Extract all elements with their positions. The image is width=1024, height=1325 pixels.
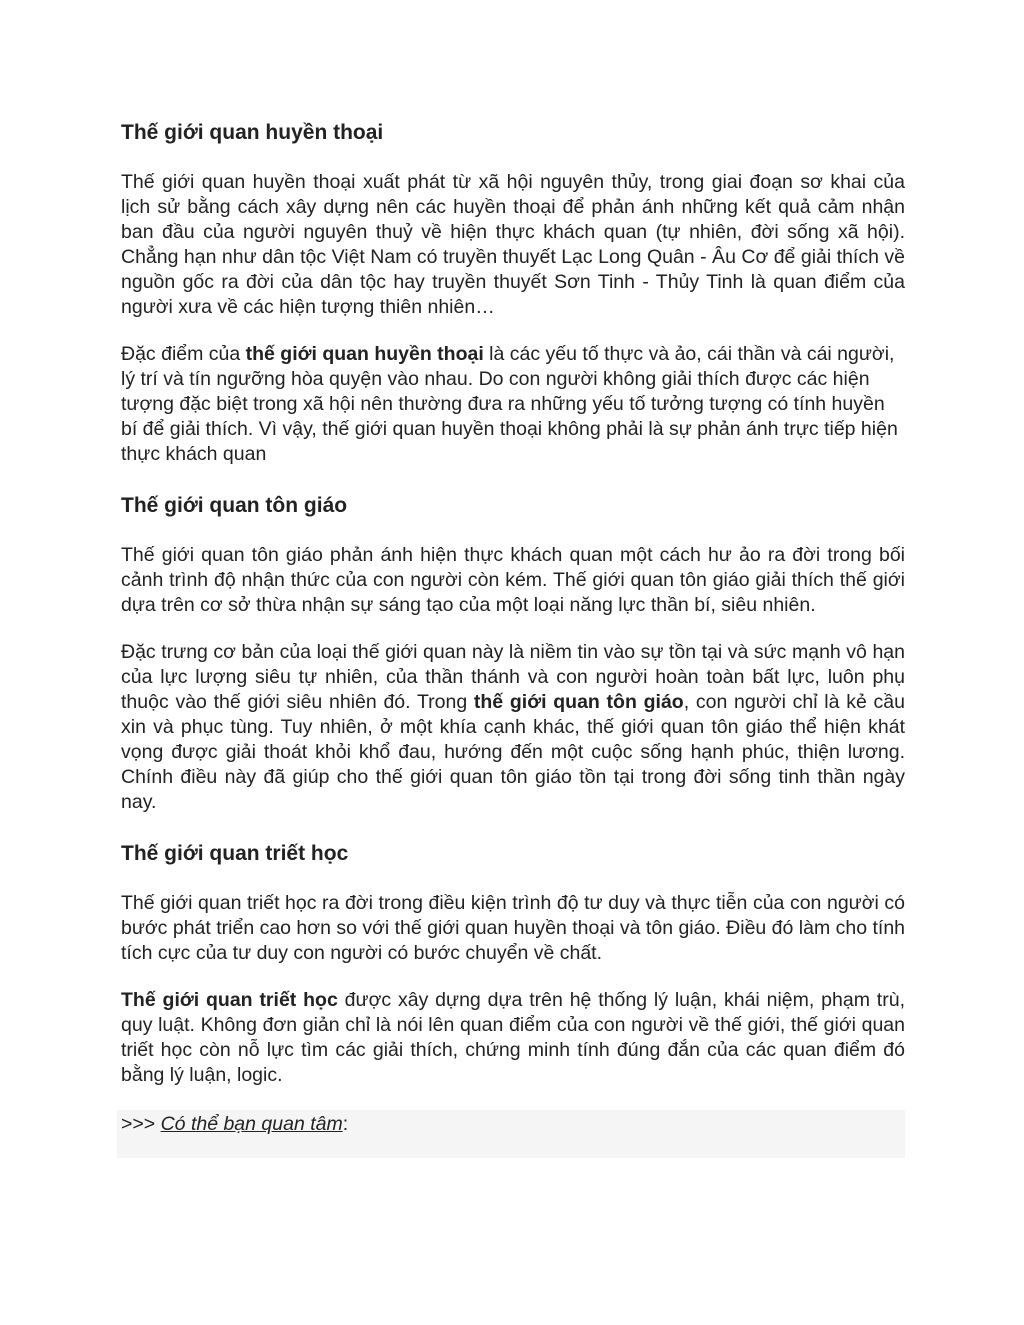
section-heading-triet-hoc: Thế giới quan triết học	[121, 842, 349, 865]
document-page	[121, 118, 905, 1158]
section-heading-huyen-thoai: Thế giới quan huyền thoại	[121, 121, 384, 144]
paragraph-ton-giao-intro: Thế giới quan tôn giáo phản ánh hiện thực khách quan một cách hư ảo ra đời trong bối cảnh trình độ nhận thức của con người còn kém. Thế giới quan tôn giáo giải thích thế giới dựa trên cơ sở thừa nhận sự sáng tạo của một loại năng lực thần bí, siêu nhiên.	[121, 544, 905, 616]
bold-term: thế giới quan tôn giáo	[473, 691, 684, 713]
related-prefix: >>>	[121, 1113, 161, 1135]
related-suffix: :	[342, 1113, 349, 1135]
text-run: Đặc trưng cơ bản của loại thế giới quan này là niềm tin vào sự tồn tại và sức mạnh vô hạn của lực lượng siêu tự nhiên, của thần thánh và con người hoàn toàn bất lực, luôn phụ thuộc vào thế giới siêu nhiên đó. Trong	[121, 641, 905, 713]
paragraph-huyen-thoai-intro: Thế giới quan huyền thoại xuất phát từ xã hội nguyên thủy, trong giai đoạn sơ khai của lịch sử bằng cách xây dựng nên các huyền thoại để phản ánh những kết quả cảm nhận ban đầu của người nguyên thuỷ về hiện thực khách quan (tự nhiên, đời sống xã hội). Chẳng hạn như dân tộc Việt Nam có truyền thuyết Lạc Long Quân - Âu Cơ để giải thích về nguồn gốc ra đời của dân tộc hay truyền thuyết Sơn Tinh - Thủy Tinh là quan điểm của người xưa về các hiện tượng thiên nhiên…	[121, 171, 905, 318]
paragraph-triet-hoc-features	[121, 988, 905, 1088]
text-run: là các yếu tố thực và ảo, cái thần và cái người, lý trí và tín ngưỡng hòa quyện vào nhau. Do con người không giải thích được các hiện tượng đặc biệt trong xã hội nên thường đưa ra những yếu tố tưởng tượng có tính huyền bí để giải thích. Vì vậy, thế giới quan huyền thoại không phải là sự phản ánh trực tiếp hiện thực khách quan	[121, 343, 898, 465]
paragraph-huyen-thoai-features	[121, 342, 905, 467]
paragraph-triet-hoc-intro: Thế giới quan triết học ra đời trong điều kiện trình độ tư duy và thực tiễn của con người có bước phát triển cao hơn so với thế giới quan huyền thoại và tôn giáo. Điều đó làm cho tính tích cực của tư duy con người có bước chuyển về chất.	[121, 892, 906, 964]
text-run: , con người chỉ là kẻ cầu xin và phục tùng. Tuy nhiên, ở một khía cạnh khác, thế giới quan tôn giáo thể hiện khát vọng được giải thoát khỏi khổ đau, hướng đến một cuộc sống hạnh phúc, thiện lương. Chính điều này đã giúp cho thế giới quan tôn giáo tồn tại trong đời sống tinh thần ngày nay.	[121, 691, 905, 813]
bold-term: Thế giới quan triết học	[121, 989, 338, 1011]
text-run: được xây dựng dựa trên hệ thống lý luận, khái niệm, phạm trù, quy luật. Không đơn giản chỉ là nói lên quan điểm của con người về thế giới, thế giới quan triết học còn nỗ lực tìm các giải thích, chứng minh tính đúng đắn của các quan điểm đó bằng lý luận, logic.	[121, 989, 905, 1086]
paragraph-ton-giao-features	[121, 640, 905, 815]
bold-term: thế giới quan huyền thoại	[245, 343, 484, 365]
related-links-box	[117, 1110, 905, 1158]
related-link[interactable]: Có thể bạn quan tâm	[160, 1113, 343, 1135]
text-run: Đặc điểm của	[121, 343, 246, 365]
section-heading-ton-giao: Thế giới quan tôn giáo	[121, 494, 348, 517]
